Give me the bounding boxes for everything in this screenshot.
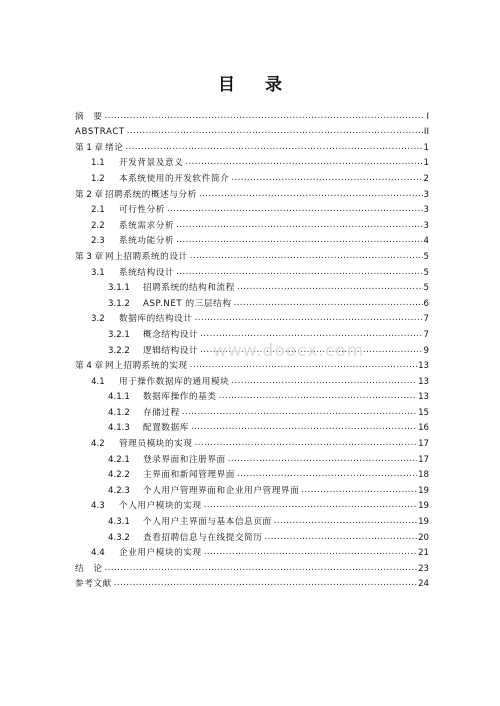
toc-entry-number: 3.2.1 <box>108 329 130 340</box>
toc-entry[interactable] <box>75 574 429 590</box>
toc-entry-title: 招聘系统的概述与分析 <box>105 189 197 200</box>
toc-dot-leader <box>190 251 423 261</box>
toc-entry-page: 3 <box>423 220 429 231</box>
toc-entry-title: 个人用户管理界面和企业用户管理界面 <box>143 485 300 496</box>
toc-entry-title: 网上招聘系统的实现 <box>105 361 188 372</box>
toc-entry-page: 24 <box>418 579 429 590</box>
toc-entry[interactable] <box>75 480 429 496</box>
toc-dot-leader <box>105 563 417 573</box>
toc-entry-number: 3.1.1 <box>108 283 130 294</box>
toc-entry[interactable] <box>75 558 429 574</box>
toc-dot-leader <box>237 282 423 292</box>
toc-entry-page: 5 <box>423 251 429 262</box>
toc-dot-leader <box>204 500 417 510</box>
toc-entry-number: 4.3.1 <box>108 517 130 528</box>
toc-entry-page: 21 <box>418 548 429 559</box>
toc-entry[interactable] <box>75 465 429 481</box>
toc-entry[interactable] <box>75 387 429 403</box>
toc-entry-page: 16 <box>418 423 429 434</box>
toc-entry[interactable] <box>75 184 429 200</box>
toc-entry-title: ABSTRACT <box>75 127 125 138</box>
toc-entry[interactable] <box>75 527 429 543</box>
toc-dot-leader <box>219 391 418 401</box>
toc-entry-number: 2.2 <box>91 220 105 231</box>
toc-entry-title: 本系统使用的开发软件简介 <box>119 173 230 184</box>
toc-entry[interactable] <box>75 309 429 325</box>
toc-entry-page: 5 <box>423 267 429 278</box>
toc-entry-number: 4.4 <box>91 548 105 559</box>
toc-dot-leader <box>195 438 418 448</box>
toc-entry-number: 3.2 <box>91 314 105 325</box>
toc-dot-leader <box>204 547 417 557</box>
toc-entry[interactable] <box>75 511 429 527</box>
toc-entry-number: 3.1.2 <box>108 298 130 309</box>
toc-entry-page: 2 <box>423 173 429 184</box>
toc-entry[interactable] <box>75 496 429 512</box>
toc-entry-page: I <box>426 111 429 122</box>
toc-entry[interactable] <box>75 153 429 169</box>
toc-entry-title: 个人用户模块的实现 <box>119 501 202 512</box>
toc-entry-number: 4.1 <box>91 376 105 387</box>
toc-entry-number: 第 3 章 <box>75 251 104 262</box>
toc-dot-leader <box>176 220 422 230</box>
toc-entry-number: 4.3.2 <box>108 532 130 543</box>
toc-dot-leader <box>190 360 417 370</box>
toc-dot-leader <box>274 516 417 526</box>
toc-entry-number: 1.2 <box>91 173 105 184</box>
toc-entry-title: 查看招聘信息与在线提交简历 <box>143 532 263 543</box>
toc-entry-number: 3.1 <box>91 267 105 278</box>
toc-entry-page: 19 <box>418 501 429 512</box>
toc-entry[interactable] <box>75 449 429 465</box>
toc-entry-title: 系统结构设计 <box>119 267 175 278</box>
toc-entry-number: 2.1 <box>91 205 105 216</box>
toc-dot-leader <box>301 485 417 495</box>
toc-entry-number: 第 2 章 <box>75 189 104 200</box>
toc-dot-leader <box>265 532 418 542</box>
toc-entry-title: 结 论 <box>75 563 103 574</box>
toc-entry-title: 用于操作数据库的通用模块 <box>119 376 230 387</box>
toc-entry-page: 13 <box>418 376 429 387</box>
toc-dot-leader <box>176 235 422 245</box>
toc-dot-leader <box>185 157 422 167</box>
toc-dot-leader <box>237 469 417 479</box>
toc-entry-title: 配置数据库 <box>143 423 189 434</box>
toc-dot-leader <box>127 126 423 136</box>
toc-entry-number: 第 4 章 <box>75 361 104 372</box>
toc-entry-title: 网上招聘系统的设计 <box>105 251 188 262</box>
toc-entry-title: 数据库的结构设计 <box>119 314 193 325</box>
toc-entry-title: 系统功能分析 <box>119 236 175 247</box>
toc-dot-leader <box>234 298 423 308</box>
toc-entry[interactable] <box>75 122 429 138</box>
toc-entry-title: 概念结构设计 <box>143 329 199 340</box>
toc-entry-title: 企业用户模块的实现 <box>119 548 202 559</box>
toc-entry[interactable] <box>75 168 429 184</box>
toc-entry-page: 19 <box>418 517 429 528</box>
toc-entry[interactable] <box>75 215 429 231</box>
toc-entry[interactable] <box>75 137 429 153</box>
toc-entry-page: 6 <box>423 298 429 309</box>
toc-entry-page: 3 <box>423 189 429 200</box>
toc-entry-title: 绪论 <box>105 142 124 153</box>
toc-entry-title: 数据库操作的基类 <box>143 392 217 403</box>
toc-dot-leader <box>167 204 423 214</box>
toc-entry-page: 4 <box>423 236 429 247</box>
toc-entry-number: 4.1.3 <box>108 423 130 434</box>
toc-entry[interactable] <box>75 418 429 434</box>
toc-entry-number: 第 1 章 <box>75 142 104 153</box>
toc-entry[interactable] <box>75 543 429 559</box>
toc-dot-leader <box>200 329 422 339</box>
toc-entry-title: 登录界面和注册界面 <box>143 454 226 465</box>
toc-entry-page: 20 <box>418 532 429 543</box>
toc-entry-title: 逻辑结构设计 <box>143 345 199 356</box>
toc-entry[interactable] <box>75 433 429 449</box>
toc-entry[interactable] <box>75 278 429 294</box>
toc-entry-number: 4.3 <box>91 501 105 512</box>
watermark: www.doocx.com <box>213 341 365 361</box>
toc-entry-title: ASP.NET 的三层结构 <box>143 298 232 309</box>
toc-entry-page: 17 <box>418 454 429 465</box>
toc-entry-title: 开发背景及意义 <box>119 158 184 169</box>
toc-entry-title: 存储过程 <box>143 407 180 418</box>
toc-entry-page: 9 <box>423 345 429 356</box>
toc-entry[interactable] <box>75 231 429 247</box>
toc-entry-page: 15 <box>418 407 429 418</box>
page-title: 目 录 <box>218 75 294 95</box>
toc-entry-number: 4.1.1 <box>108 392 130 403</box>
toc-entry-number: 1.1 <box>91 158 105 169</box>
toc-entry-title: 可行性分析 <box>119 205 165 216</box>
toc-dot-leader <box>231 173 422 183</box>
toc-dot-leader <box>182 407 417 417</box>
toc-dot-leader <box>191 422 417 432</box>
toc-entry-title: 摘 要 <box>75 111 103 122</box>
toc-dot-leader <box>199 189 423 199</box>
toc-entry-number: 3.2.2 <box>108 345 130 356</box>
toc-dot-leader <box>125 142 422 152</box>
toc-entry-number: 4.2 <box>91 439 105 450</box>
toc-entry[interactable] <box>75 200 429 216</box>
toc-entry-title: 管理员模块的实现 <box>119 439 193 450</box>
toc-entry-title: 参考文献 <box>75 579 112 590</box>
toc-entry-page: 13 <box>418 361 429 372</box>
toc-entry-page: 1 <box>423 158 429 169</box>
toc-dot-leader <box>105 111 426 121</box>
toc-entry[interactable] <box>75 402 429 418</box>
toc-dot-leader <box>176 267 422 277</box>
toc-entry[interactable] <box>75 324 429 340</box>
toc-dot-leader <box>114 578 417 588</box>
toc-entry[interactable] <box>75 106 429 122</box>
toc-entry-title: 主界面和新闻管理界面 <box>143 470 235 481</box>
toc-entry-page: 1 <box>423 142 429 153</box>
toc-entry-page: 5 <box>423 283 429 294</box>
toc-entry[interactable] <box>75 371 429 387</box>
toc-entry-number: 4.2.3 <box>108 485 130 496</box>
toc-entry-page: 23 <box>418 563 429 574</box>
toc-entry-page: 7 <box>423 329 429 340</box>
toc-entry-page: 17 <box>418 439 429 450</box>
toc-entry-title: 个人用户主界面与基本信息页面 <box>143 517 272 528</box>
toc-entry-title: 系统需求分析 <box>119 220 175 231</box>
toc-entry[interactable] <box>75 293 429 309</box>
toc-entry-number: 4.2.2 <box>108 470 130 481</box>
toc-entry-page: 18 <box>418 470 429 481</box>
toc-entry-number: 2.3 <box>91 236 105 247</box>
toc-entry-page: 7 <box>423 314 429 325</box>
toc-entry-number: 4.1.2 <box>108 407 130 418</box>
toc-entry-page: 19 <box>418 485 429 496</box>
toc-dot-leader <box>228 454 417 464</box>
toc-entry-page: 13 <box>418 392 429 403</box>
toc-dot-leader <box>195 313 423 323</box>
toc-entry-page: 3 <box>423 205 429 216</box>
toc-entry-page: II <box>423 127 429 138</box>
toc-dot-leader <box>231 376 417 386</box>
toc-entry[interactable] <box>75 246 429 262</box>
toc-entry[interactable] <box>75 262 429 278</box>
toc-entry-title: 招聘系统的结构和流程 <box>143 283 235 294</box>
toc-entry-number: 4.2.1 <box>108 454 130 465</box>
